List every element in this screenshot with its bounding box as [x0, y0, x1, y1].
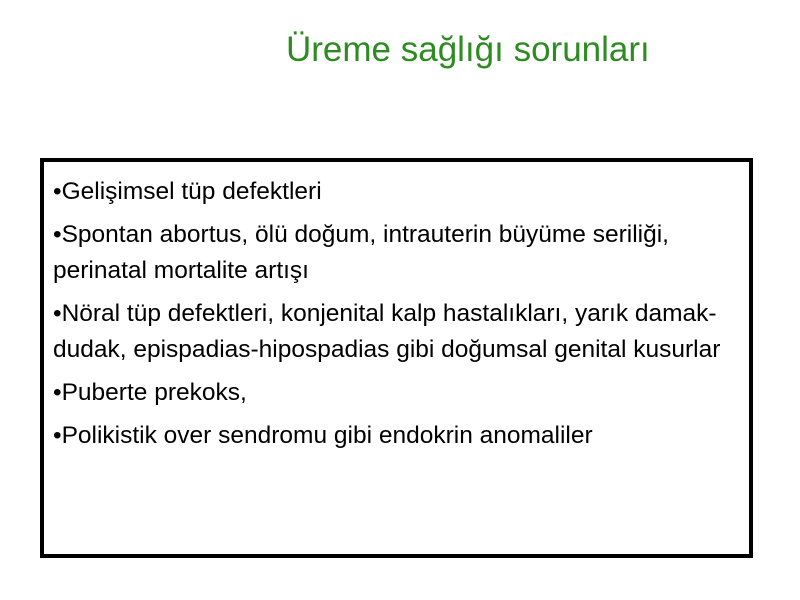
content-box	[40, 158, 753, 558]
list-item-text: Gelişimsel tüp defektleri	[61, 178, 322, 205]
list-item	[53, 174, 749, 210]
bullet-icon: •	[53, 379, 62, 406]
list-item	[53, 217, 749, 289]
list-item-text: Spontan abortus, ölü doğum, intrauterin büyüme seriliği, perinatal mortalite artışı	[53, 221, 669, 284]
list-item	[53, 296, 749, 368]
bullet-icon: •	[53, 221, 62, 248]
list-item-text: Puberte prekoks,	[61, 379, 247, 406]
list-item	[53, 375, 749, 411]
list-item-text: Polikistik over sendromu gibi endokrin anomaliler	[61, 422, 593, 449]
bullet-icon: •	[53, 178, 62, 205]
slide-title: Üreme sağlığı sorunları	[286, 30, 650, 69]
bullet-icon: •	[53, 422, 62, 449]
bullet-icon: •	[53, 300, 62, 327]
list-item	[53, 418, 749, 454]
list-item-text: Nöral tüp defektleri, konjenital kalp hastalıkları, yarık damak-dudak, epispadias-hipospadias gibi doğumsal genital kusurlar	[53, 300, 721, 363]
bullet-list	[44, 162, 749, 454]
